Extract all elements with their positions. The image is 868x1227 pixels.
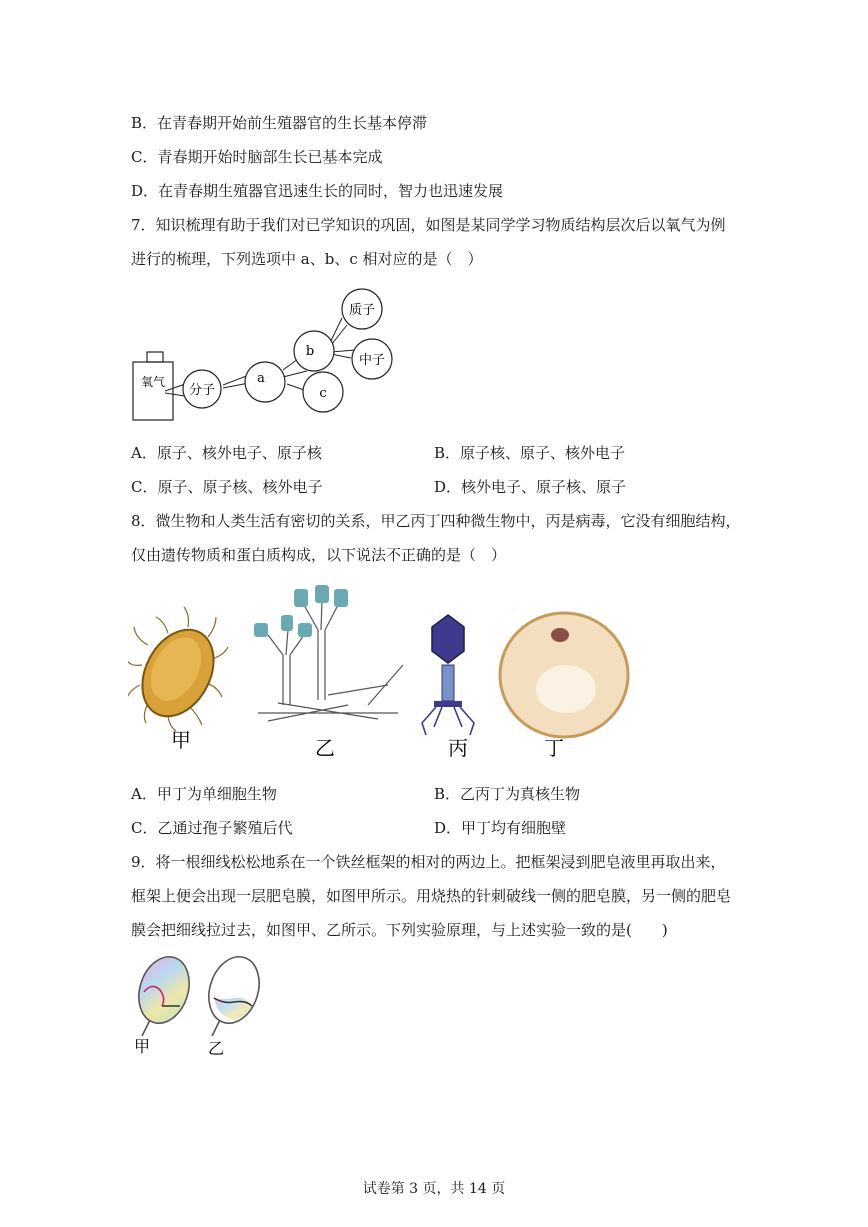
q7-structure-diagram (125, 280, 400, 430)
label-bing: 丙 (448, 736, 468, 760)
q7-option-c: C．原子、原子核、核外电子 (131, 478, 323, 496)
q6-option-b: B．在青春期开始前生殖器官的生长基本停滞 (131, 114, 428, 132)
q8-option-d: D．甲丁均有细胞壁 (434, 819, 567, 837)
soap-film-figure (128, 952, 273, 1064)
q8-option-b: B．乙丙丁为真核生物 (434, 785, 581, 803)
figure-label-yi: 乙 (208, 1039, 225, 1058)
q8-stem-line2: 仅由遗传物质和蛋白质构成，以下说法不正确的是（ ） (131, 546, 507, 564)
q7-stem-line1: 7．知识梳理有助于我们对已学知识的巩固，如图是某同学学习物质结构层次后以氧气为例 (131, 216, 726, 234)
label-jia: 甲 (171, 728, 191, 752)
q9-stem-line2: 框架上便会出现一层肥皂膜，如图甲所示。用烧热的针刺破线一侧的肥皂膜，另一侧的肥皂 (131, 887, 732, 905)
q9-stem-line3: 膜会把细线拉过去，如图甲、乙所示。下列实验原理，与上述实验一致的是( ) (131, 921, 668, 939)
q8-stem-line1: 8．微生物和人类生活有密切的关系，甲乙丙丁四种微生物中，丙是病毒，它没有细胞结构， (131, 512, 741, 530)
label-ding: 丁 (544, 736, 564, 760)
q7-stem-line2: 进行的梳理，下列选项中 a、b、c 相对应的是（ ） (131, 250, 483, 268)
q7-option-b: B．原子核、原子、核外电子 (434, 444, 626, 462)
page-footer: 试卷第 3 页，共 14 页 (362, 1181, 506, 1197)
q7-option-d: D．核外电子、原子核、原子 (434, 478, 627, 496)
node-b-label: b (305, 344, 315, 359)
bacteriophage-illustration (422, 615, 474, 735)
node-a (245, 362, 285, 402)
q7-option-a: A．原子、核外电子、原子核 (131, 444, 322, 462)
node-c-label: c (319, 386, 327, 401)
q6-option-c: C．青春期开始时脑部生长已基本完成 (131, 148, 383, 166)
soap-frame-yi (201, 952, 268, 1036)
node-a-label: a (257, 371, 265, 386)
microbes-figure (128, 585, 638, 765)
label-yi: 乙 (315, 736, 335, 760)
figure-label-jia: 甲 (134, 1037, 151, 1056)
bacterium-illustration (128, 607, 228, 731)
proton-label: 质子 (348, 303, 376, 318)
bottle-label: 氧气 (140, 375, 166, 389)
fungus-spores (254, 585, 348, 637)
fungus-illustration (258, 600, 403, 721)
yeast-cell-illustration (500, 613, 628, 737)
molecule-label: 分子 (188, 383, 216, 398)
q9-stem-line1: 9．将一根细线松松地系在一个铁丝框架的相对的两边上。把框架浸到肥皂液里再取出来， (131, 853, 726, 871)
q6-option-d: D．在青春期生殖器官迅速生长的同时，智力也迅速发展 (131, 182, 504, 200)
soap-frame-jia (131, 952, 198, 1036)
q8-option-c: C．乙通过孢子繁殖后代 (131, 819, 293, 837)
neutron-label: 中子 (358, 353, 386, 368)
q8-option-a: A．甲丁为单细胞生物 (131, 785, 277, 803)
